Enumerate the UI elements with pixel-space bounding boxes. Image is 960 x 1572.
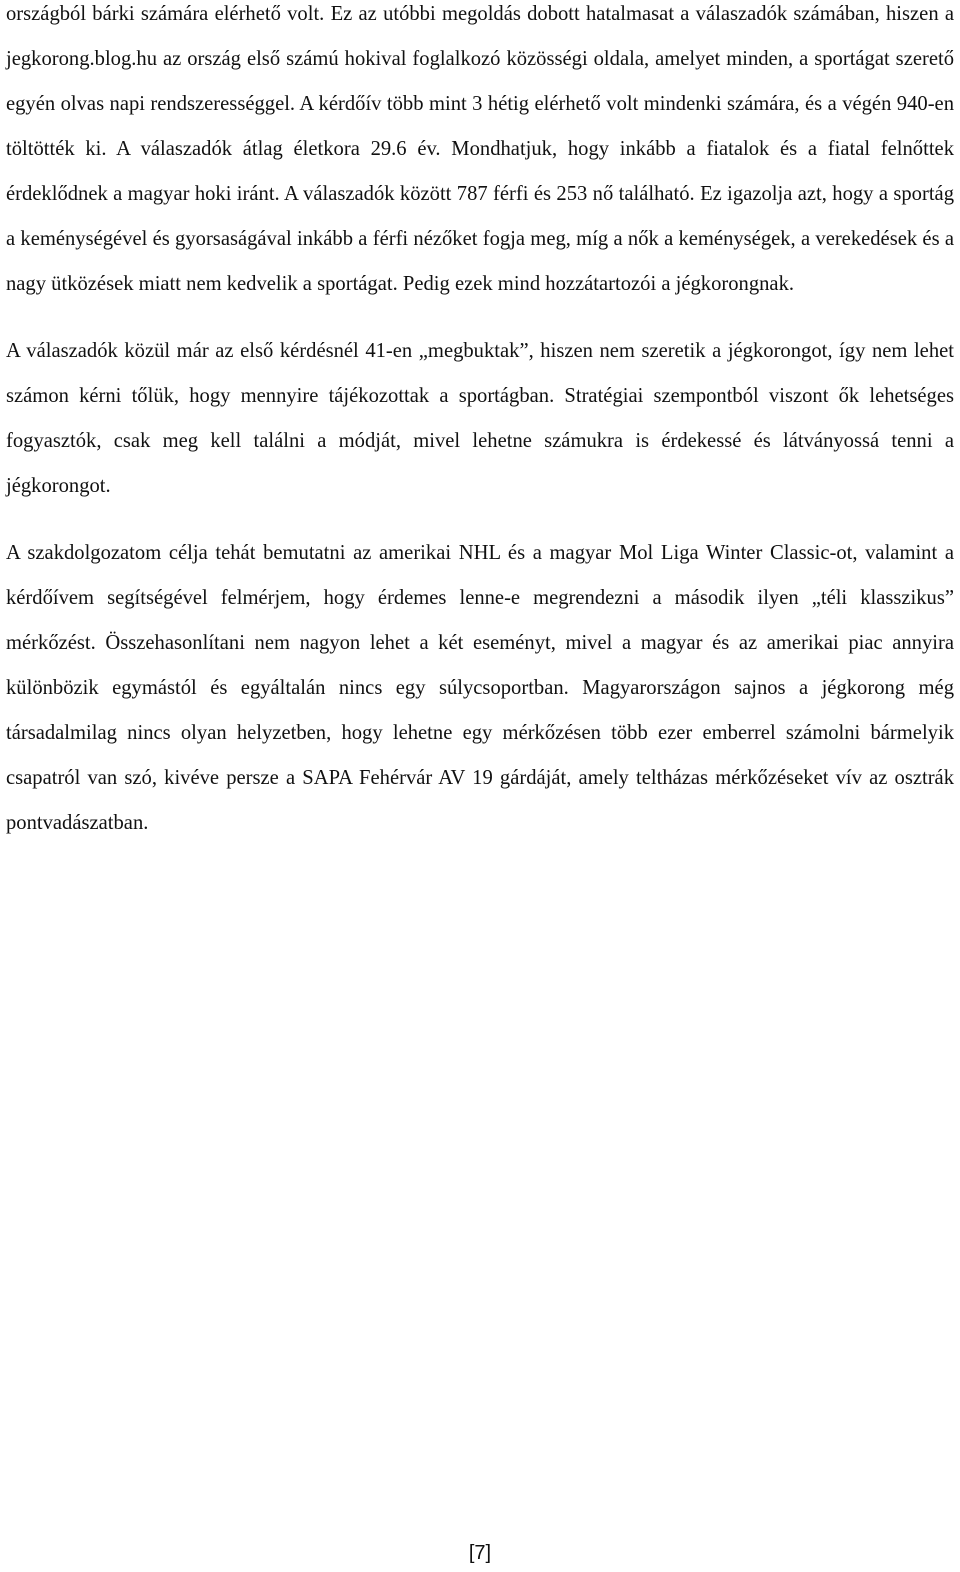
page-number: [7] <box>468 1542 492 1564</box>
paragraph: A szakdolgozatom célja tehát bemutatni az amerikai NHL és a magyar Mol Liga Winter Classic-ot, valamint a kérdőívem segítségével felmérjem, hogy érdemes lenne-e megrendezni a második ilyen „téli klasszikus” mérkőzést. Összehasonlítani nem nagyon lehet a két eseményt, mivel a magyar és az amerikai piac annyira különbözik egymástól és egyáltalán nincs egy súlycsoportban. Magyarországon sajnos a jégkorong még társadalmilag nincs olyan helyzetben, hogy lehetne egy mérkőzésen több ezer emberrel számolni bármelyik csapatról van szó, kivéve persze a SAPA Fehérvár AV 19 gárdáját, amely teltházas mérkőzéseket vív az osztrák pontvadászatban. <box>6 542 954 834</box>
body-text <box>6 0 954 846</box>
paragraph: országból bárki számára elérhető volt. Ez az utóbbi megoldás dobott hatalmasat a válaszadók számában, hiszen a jegkorong.blog.hu az ország első számú hokival foglalkozó közösségi oldala, amelyet minden, a sportágat szerető egyén olvas napi rendszerességgel. A kérdőív több mint 3 hétig elérhető volt mindenki számára, és a végén 940-en töltötték ki. A válaszadók átlag életkora 29.6 év. Mondhatjuk, hogy inkább a fiatalok és a fiatal felnőttek érdeklődnek a magyar hoki iránt. A válaszadók között 787 férfi és 253 nő található. Ez igazolja azt, hogy a sportág a keménységével és gyorsaságával inkább a férfi nézőket fogja meg, míg a nők a keménységek, a verekedések és a nagy ütközések miatt nem kedvelik a sportágat. Pedig ezek mind hozzátartozói a jégkorongnak. <box>6 3 954 295</box>
paragraph: A válaszadók közül már az első kérdésnél 41-en „megbuktak”, hiszen nem szeretik a jégkorongot, így nem lehet számon kérni tőlük, hogy mennyire tájékozottak a sportágban. Stratégiai szempontból viszont ők lehetséges fogyasztók, csak meg kell találni a módját, mivel lehetne számukra is érdekessé és látványossá tenni a jégkorongot. <box>6 340 954 497</box>
